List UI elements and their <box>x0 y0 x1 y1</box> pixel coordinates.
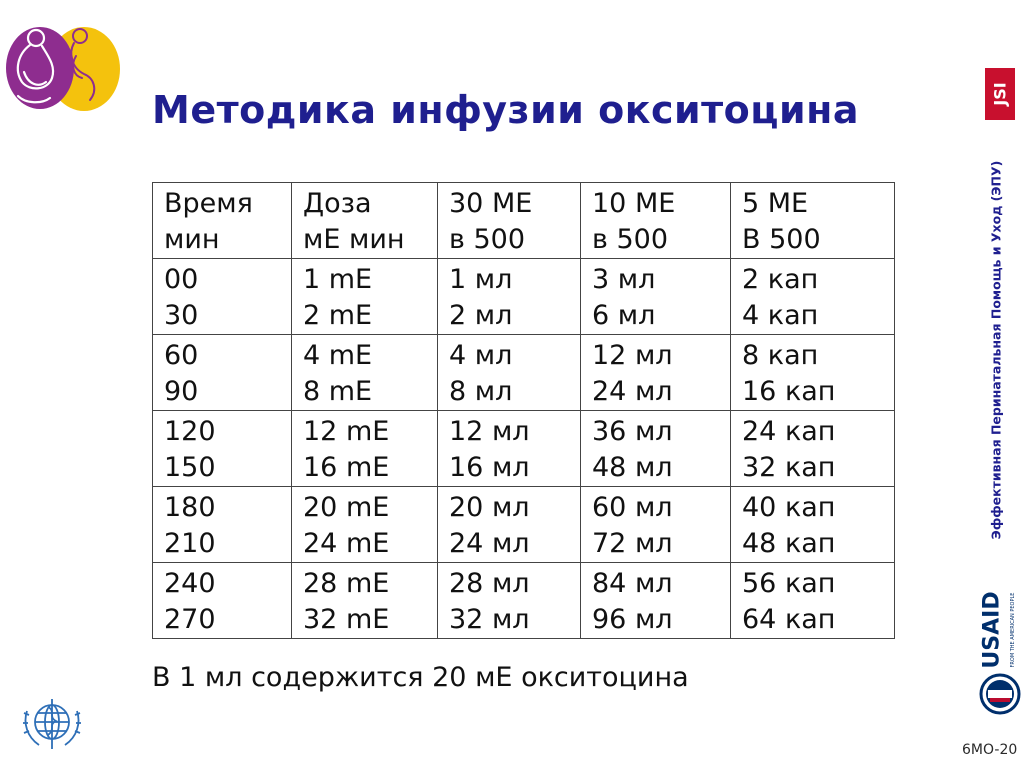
table-header-row <box>153 183 895 259</box>
table-cell: 8 кап 16 кап <box>731 335 895 411</box>
slide-code: 6MO-20 <box>962 742 1018 758</box>
vertical-caption: Эффективная Перинатальная Помощь и Уход (ЭПУ) <box>988 160 1004 540</box>
svg-text:JSI: JSI <box>990 82 1010 106</box>
svg-text:FROM THE AMERICAN PEOPLE: FROM THE AMERICAN PEOPLE <box>1010 592 1016 668</box>
table-cell: 40 кап 48 кап <box>731 487 895 563</box>
oxytocin-dosage-table <box>152 182 895 639</box>
table-cell: 4 mE 8 mE <box>292 335 438 411</box>
table-cell: 12 мл 24 мл <box>581 335 731 411</box>
perinatal-care-logo-icon <box>2 12 122 112</box>
table-cell: 120 150 <box>153 411 292 487</box>
table-cell: 3 мл 6 мл <box>581 259 731 335</box>
table-cell: 240 270 <box>153 563 292 639</box>
table-cell: 12 mE 16 mE <box>292 411 438 487</box>
table-row <box>153 335 895 411</box>
table-row <box>153 259 895 335</box>
table-row <box>153 487 895 563</box>
header-cell: Доза мЕ мин <box>292 183 438 259</box>
table-cell: 36 мл 48 мл <box>581 411 731 487</box>
table-cell: 00 30 <box>153 259 292 335</box>
table-cell: 84 мл 96 мл <box>581 563 731 639</box>
table-row <box>153 563 895 639</box>
table-cell: 1 мл 2 мл <box>438 259 581 335</box>
table-cell: 2 кап 4 кап <box>731 259 895 335</box>
table-cell: 20 mE 24 mE <box>292 487 438 563</box>
table-cell: 4 мл 8 мл <box>438 335 581 411</box>
table-cell: 28 мл 32 мл <box>438 563 581 639</box>
table-cell: 1 mE 2 mE <box>292 259 438 335</box>
svg-text:USAID: USAID <box>979 591 1005 669</box>
table-cell: 180 210 <box>153 487 292 563</box>
table-cell: 20 мл 24 мл <box>438 487 581 563</box>
header-cell: 30 МЕ в 500 <box>438 183 581 259</box>
table-cell: 12 мл 16 мл <box>438 411 581 487</box>
table-cell: 28 mE 32 mE <box>292 563 438 639</box>
table-row <box>153 411 895 487</box>
table-cell: 56 кап 64 кап <box>731 563 895 639</box>
header-cell: Время мин <box>153 183 292 259</box>
table-cell: 24 кап 32 кап <box>731 411 895 487</box>
page-title: Методика инфузии окситоцина <box>152 88 859 132</box>
jsi-logo-icon <box>985 68 1015 120</box>
conversion-note: В 1 мл содержится 20 мЕ окситоцина <box>152 662 689 693</box>
who-emblem-icon <box>17 693 87 755</box>
header-cell: 10 МЕ в 500 <box>581 183 731 259</box>
header-cell: 5 МЕ В 500 <box>731 183 895 259</box>
table-cell: 60 90 <box>153 335 292 411</box>
usaid-logo-icon <box>978 582 1024 717</box>
table-cell: 60 мл 72 мл <box>581 487 731 563</box>
